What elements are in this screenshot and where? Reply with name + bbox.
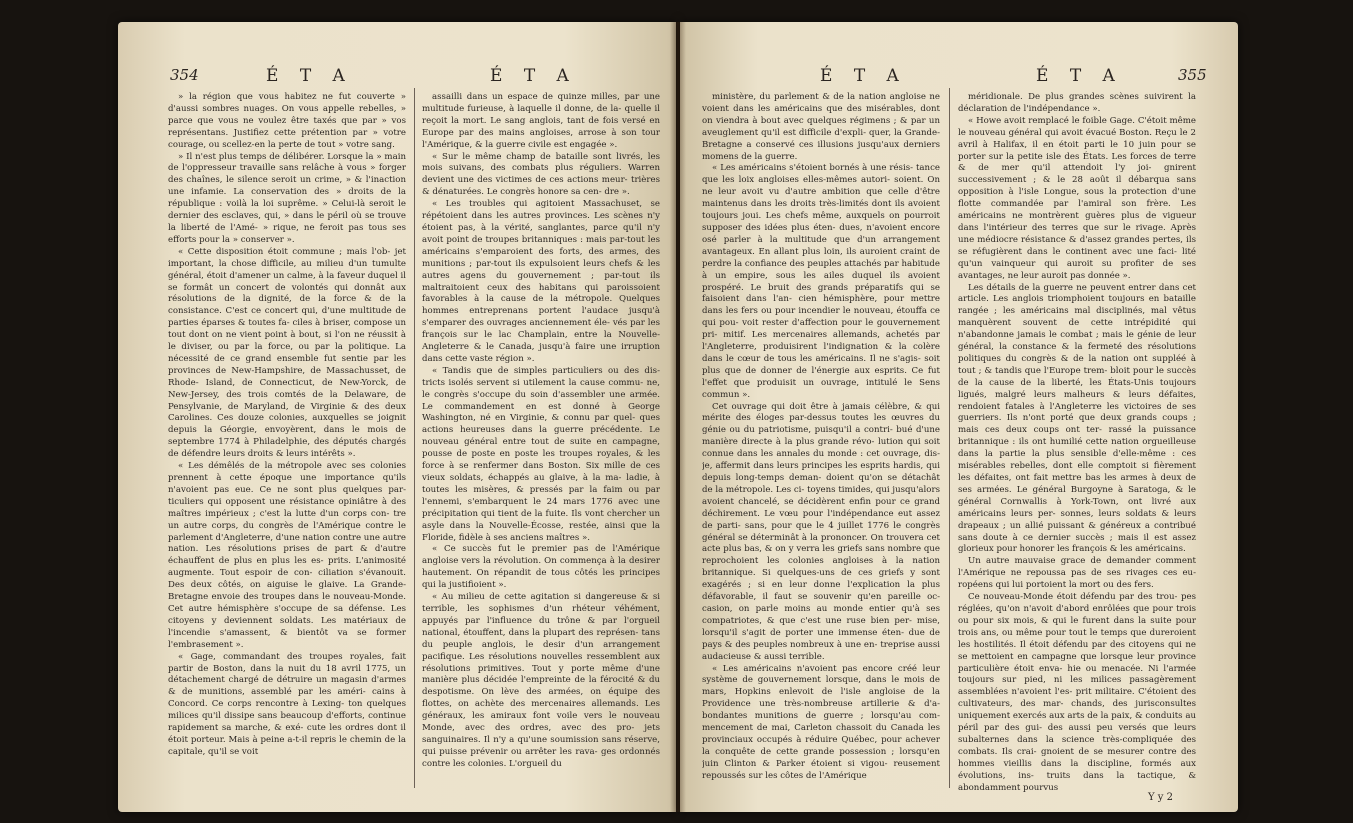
paragraph: « Les démêlés de la métropole avec ses colonies prennent à cette époque une importance qu'ils n'avoient pas eue. Ce ne sont plus quelques par- ticuliers qui opposent une résistance opiniâtre à des maîtres impérieux ; c'est la lutte d'un corps con- tre un autre corps, du congrès de l'Amérique contre le parlement d'Angleterre, d'une nation contre une autre nation. Les résolutions prises de part & d'autre échauffent de plus en plus les es- prits. L'animosité augmente. Tout espoir de con- ciliation s'évanouit. Des deux côtés, on aiguise le glaive. La Grande-Bretagne envoie des troupes dans le nouveau-Monde. Cet autre hémisphère s'occupe de sa défense. Les citoyens y deviennent soldats. Les matériaux de l'incendie s'amassent, & bientôt va se former l'embrasement ».: [168, 461, 406, 650]
signature-mark: Y y 2: [1148, 792, 1173, 803]
paragraph: « Sur le même champ de bataille sont livrés, les mois suivans, des combats plus réguliers. Warren devient une des victimes de ces actions meur- trières & dénaturées. Le congrès honore sa cen- dre ».: [422, 151, 660, 198]
paragraph: « Howe avoit remplacé le foible Gage. C'étoit même le nouveau général qui avoit évacué Boston. Reçu le 2 avril à Halifax, il en étoit parti le 10 juin pour se porter sur la petite isle des États. Les forces de terre & de mer qu'il attendoit l'y joi- gnirent successivement ; & le 28 août il débarqua sans opposition à l'isle Longue, sous la protection d'une flotte commandée par l'amiral son frère. Les américains ne montrèrent guères plus de vigueur dans l'intérieur des terres que sur le rivage. Après une médiocre résistance & d'assez grandes pertes, ils se réfugièrent dans le continent avec une faci- lité qu'un vainqueur qui auroit su profiter de ses avantages, ne leur auroit pas donnée ».: [958, 115, 1196, 281]
open-book: [118, 22, 1238, 812]
paragraph: assailli dans un espace de quinze milles, par une multitude furieuse, à laquelle il donne, de la- quelle il reçoit la mort. Le sang anglois, tant de fois versé en Europe par des mains angloises, arrose à son tour l'Amérique, & la guerre civile est engagée ».: [422, 92, 660, 150]
paragraph: « Les américains s'étoient bornés à une résis- tance que les loix angloises elles-mêmes autori- soient. On ne leur avoit vu d'autre ambition que celle d'être maintenus dans les droits très-limités dont ils avoient toujours joui. Les chefs même, auxquels on pourroit supposer des idées plus éten- dues, n'avoient encore osé parler à la multitude que d'un arrangement avantageux. En allant plus loin, ils auroient craint de perdre la confiance des peuples attachés par habitude à un empire, sous les ailes duquel ils avoient prospéré. Le bruit des grands préparatifs qui se faisoient dans l'an- cien hémisphère, pour mettre dans les fers ou pour incendier le nouveau, étouffa ce qui pou- voit rester d'affection pour le gouvernement pri- mitif. Les mercenaires allemands, achetés par l'Angleterre, produisirent l'indignation & la colère dans le cœur de tous les américains. Il ne s'agis- soit plus que de donner de l'énergie aux esprits. Ce fut l'effet que produisit un ouvrage, intitulé le Sens commun ».: [702, 163, 940, 400]
paragraph: méridionale. De plus grandes scènes suivirent la déclaration de l'indépendance ».: [958, 92, 1196, 114]
running-head: É T A: [1036, 66, 1123, 86]
paragraph: « Les troubles qui agitoient Massachuset, se répétoient dans les autres provinces. Les scènes n'y étoient pas, à la vérité, sanglantes, parce qu'il n'y avoit point de troupes britanniques : mais par-tout les américains s'emparoient des forts, des armes, des munitions ; par-tout ils expulsoient leurs chefs & les autres agens du gouvernement ; par-tout ils maltraitoient ceux des habitans qui paroissoient favorables à la cause de la métropole. Quelques hommes entreprenans portent l'audace jusqu'à s'emparer des ouvrages anciennement éle- vés par les françois sur le lac Champlain, entre la Nouvelle-Angleterre & le Canada, jusqu'à faire une irruption dans cette vaste région ».: [422, 199, 660, 364]
paragraph: Ce nouveau-Monde étoit défendu par des trou- pes réglées, qu'on n'avoit d'abord enrôlées que pour trois ou pour six mois, & qui le furent dans la suite pour trois ans, ou même pour tout le temps que dureroient les hostilités. Il étoit défendu par des citoyens qui ne se mettoient en campagne que lorsque leur province particulière étoit enva- hie ou menacée. Ni l'armée toujours sur pied, ni les milices passagèrement assemblées n'avoient l'es- prit militaire. C'étoient des cultivateurs, des mar- chands, des jurisconsultes uniquement exercés aux arts de la paix, & conduits au péril par des gui- des aussi peu versés que leurs subalternes dans la science très-compliquée des combats. Ils crai- gnoient de se mesurer contre des hommes vieillis dans la discipline, formés aux évolutions, ins- truits dans la tactique, & abondamment pourvus: [958, 592, 1196, 793]
text-column-2: [422, 92, 660, 797]
paragraph: « Gage, commandant des troupes royales, fait partir de Boston, dans la nuit du 18 avril 1775, un détachement chargé de détruire un magasin d'armes & de munitions, assemblé par les améri- cains à Concord. Ce corps rencontre à Lexing- ton quelques milices qu'il dissipe sans beaucoup d'efforts, continue rapidement sa marche, & exé- cute les ordres dont il étoit porteur. Mais à peine a-t-il repris le chemin de la capitale, qu'il se voit: [168, 651, 406, 757]
right-page: [680, 22, 1238, 812]
column-rule: [949, 88, 950, 788]
page-number: 355: [1178, 66, 1207, 84]
paragraph: « Cette disposition étoit commune ; mais l'ob- jet important, la chose difficile, au milieu d'un tumulte général, étoit d'amener un calme, à la faveur duquel il se formât un concert de volontés qui donnât aux résolutions de la dignité, de la force & de la consistance. C'est ce concert qui, d'une multitude de parties éparses & toutes fa- ciles à briser, compose un tout dont on ne vient point à bout, si l'on ne réussit à le diviser, ou par la force, ou par la politique. La nécessité de ce grand ensemble fut sentie par les provinces de New-Hampshire, de Massachusset, de Rhode- Island, de Connecticut, de New-Yorck, de New-Jersey, des trois comtés de la Delaware, de Pensylvanie, de Maryland, de Virginie & des deux Carolines. Ces douze colonies, auxquelles se joignit depuis la Géorgie, envoyèrent, dans le mois de septembre 1774 à Philadelphie, des députés chargés de défendre leurs droits & leurs intérêts ».: [168, 246, 406, 460]
paragraph: « Les américains n'avoient pas encore créé leur système de gouvernement lorsque, dans le mois de mars, Hopkins enlevoit de l'isle angloise de la Providence une très-nombreuse artillerie & d'a- bondantes munitions de guerre ; lorsqu'au com- mencement de mai, Carleton chassoit du Canada les provinciaux occupés à réduire Québec, pour achever la conquête de cette grande possession ; lorsqu'en juin Clinton & Parker étoient si vigou- reusement repoussés sur les côtes de l'Amérique: [702, 663, 940, 781]
left-page: [118, 22, 676, 812]
text-column-1: [168, 92, 406, 797]
paragraph: « Ce succès fut le premier pas de l'Amérique angloise vers la révolution. On commença à la desirer hautement. On répandit de tous côtés les principes qui la justifioient ».: [422, 544, 660, 591]
running-head: É T A: [820, 66, 907, 86]
paragraph: « Tandis que de simples particuliers ou des dis- tricts isolés servent si utilement la cause commu- ne, le congrès s'occupe du soin d'assembler une armée. Le commandement en est donné à George Washington, né en Virginie, & connu par quel- ques actions heureuses dans la guerre précédente. Le nouveau général entre tout de suite en campagne, pousse de poste en poste les troupes royales, & les force à se renfermer dans Boston. Six mille de ces vieux soldats, échappés au glaive, à la ma- ladie, à toutes les misères, & pressés par la faim ou par l'ennemi, s'embarquent le 24 mars 1776 avec une précipitation qui tient de la fuite. Ils vont chercher un asyle dans la Nouvelle-Écosse, restée, ainsi que la Floride, fidèle à ses anciens maîtres ».: [422, 365, 660, 543]
page-number: 354: [170, 66, 199, 84]
paragraph: Cet ouvrage qui doit être à jamais célèbre, & qui mérite des éloges par-dessus toutes les œuvres du génie ou du patriotisme, puisqu'il a contri- bué d'une manière directe à la plus grande révo- lution qui soit connue dans les annales du monde : cet ouvrage, dis-je, affermit dans leurs principes les esprits hardis, qui depuis long-temps deman- doient qu'on se détachât de la métropole. Les ci- toyens timides, qui jusqu'alors avoient chancelé, se décidèrent enfin pour ce grand déchirement. Le vœu pour l'indépendance eut assez de parti- sans, pour que le 4 juillet 1776 le congrès général se déterminât à la prononcer. On trouvera cet acte plus bas, & on y verra les griefs sans nombre que reprochoient les colonies angloises à la nation britannique. Si quelques-uns de ces griefs y sont exagérés ; si en leur donne l'explication la plus défavorable, il faut se souvenir qu'en pareille oc- casion, on parle moins au monde entier qu'à ses compatriotes, & que c'est une ruse bien per- mise, lorsqu'il s'agit de porter une immense éten- due de pays & des peuples nombreux à une en- treprise aussi audacieuse & aussi terrible.: [702, 401, 940, 662]
column-rule: [414, 88, 415, 788]
paragraph: Les détails de la guerre ne peuvent entrer dans cet article. Les anglois triomphoient toujours en bataille rangée ; les américains mal disciplinés, mal vêtus manquèrent souvent de cette intrépidité qui n'abandonne jamais le combat ; mais le génie de leur général, la constance & la fermeté des résolutions politiques du congrès & de la nation ont suppléé à tout ; & tandis que l'Europe trem- bloit pour le succès de la cause de la liberté, les États-Unis toujours ligués, malgré leurs malheurs & leurs défaites, rendoient fatales à l'Angleterre les victoires de ses guerriers. Ils n'ont porté que deux grands coups ; mais ces deux coups ont ter- rassé la puissance britannique : ils ont humilié cette nation orgueilleuse dans la partie la plus sensible d'elle-même : ces misérables rebelles, dont elle comptoit si fièrement les défaites, ont fait mettre bas les armes à deux de ses armées. Le général Burgoyne à Saratoga, & le général Cornwallis à York-Town, ont livré aux américains leurs per- sonnes, leurs soldats & leurs drapeaux ; un allié puissant & généreux a contribué sans doute à ce dernier succès ; mais il est assez glorieux pour honorer les françois & les américains.: [958, 282, 1196, 555]
paragraph: Un autre mauvaise grace de demander comment l'Amérique ne repoussa pas de ses rivages ces eu- ropéens qui lui portoient la mort ou des fers.: [958, 556, 1196, 591]
running-head: É T A: [490, 66, 577, 86]
paragraph: » la région que vous habitez ne fut couverte » d'aussi sombres nuages. On vous appelle rebelles, » parce que vous ne voulez être taxés que par » vos représentans. Justifiez cette prétention par » votre courage, ou scellez-en la perte de tout » votre sang.: [168, 92, 406, 150]
paragraph: « Au milieu de cette agitation si dangereuse & si terrible, les sophismes d'un rhéteur véhément, appuyés par l'influence du trône & par l'orgueil national, étouffent, dans la plupart des représen- tans du peuple anglois, le desir d'un arrangement pacifique. Les résolutions nouvelles ressemblent aux résolutions primitives. Tout y porte même d'une manière plus décidée l'empreinte de la férocité & du despotisme. On lève des armées, on équipe des flottes, on achète des mercenaires allemands. Les généraux, les amiraux font voile vers le nouveau Monde, avec des ordres, avec des pro- jets sanguinaires. Il n'y a qu'une soumission sans réserve, qui puisse prévenir ou arrêter les rava- ges ordonnés contre les colonies. L'orgueil du: [422, 592, 660, 769]
text-column-1: [702, 92, 940, 797]
running-head: É T A: [266, 66, 353, 86]
book-gutter: [670, 22, 686, 812]
text-column-2: [958, 92, 1196, 797]
paragraph: » Il n'est plus temps de délibérer. Lorsque la » main de l'oppresseur travaille sans relâche à vous » forger des chaînes, le silence seroit un crime, » & l'inaction une infamie. La conservation des » droits de la république : voilà la loi suprême. » Celui-là seroit le dernier des esclaves, qui, » dans le péril où se trouve la liberté de l'Amé- » rique, ne feroit pas tous ses efforts pour la » conserver ».: [168, 151, 406, 245]
paragraph: ministère, du parlement & de la nation angloise ne voient dans les américains que des misérables, dont on viendra à bout avec quelques régimens ; & par un aveuglement qu'il est difficile d'expli- quer, la Grande-Bretagne a conservé ces illusions jusqu'aux derniers momens de la guerre.: [702, 92, 940, 162]
